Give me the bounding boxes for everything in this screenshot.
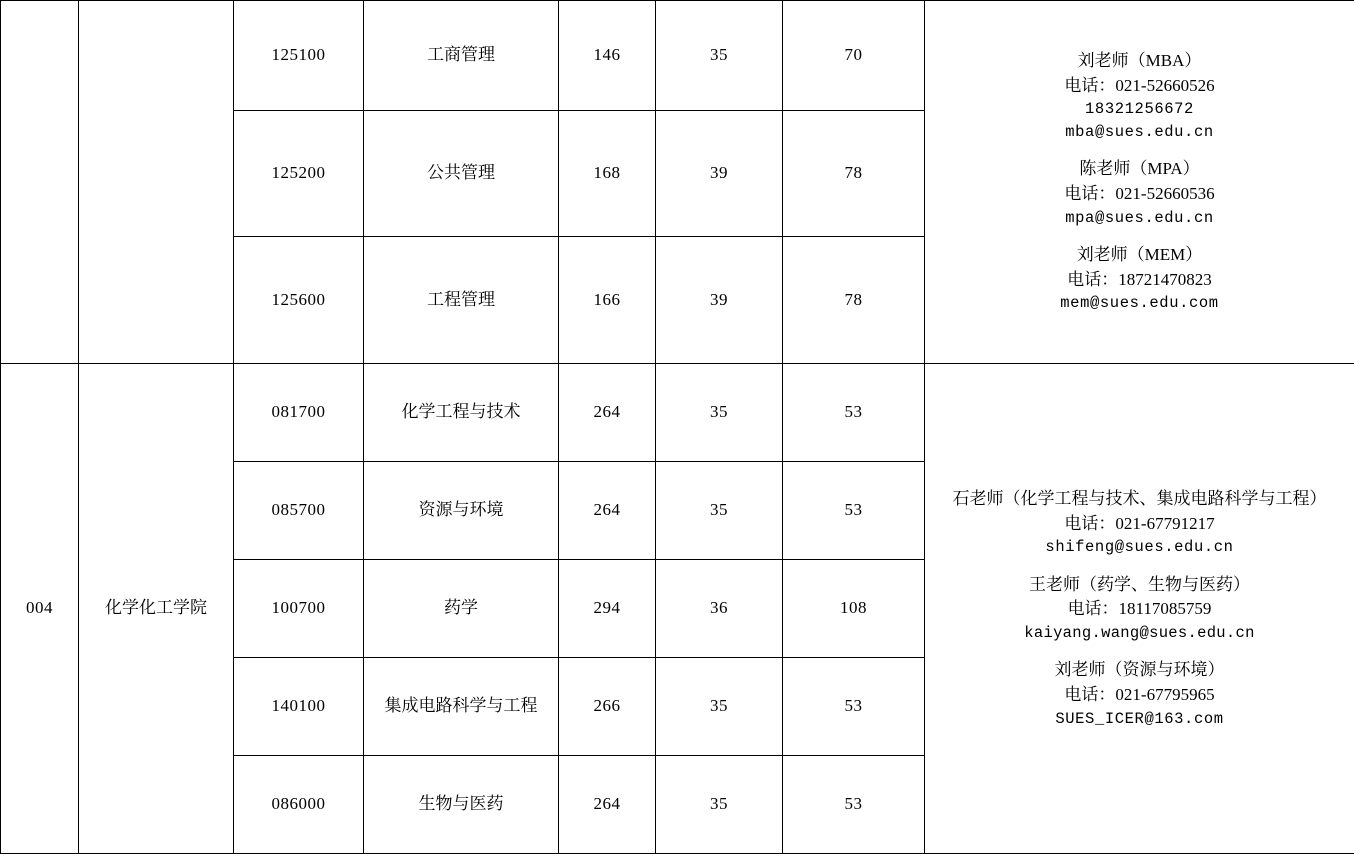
major-code: 081700 [234,364,364,462]
contact-name: 石老师（化学工程与技术、集成电路科学与工程） [929,487,1350,512]
single-score-small: 39 [656,237,783,364]
total-score: 294 [559,560,656,658]
contact-phone: 电话：021-67795965 [929,683,1350,708]
contact-phone: 电话：18117085759 [929,597,1350,622]
total-score: 266 [559,658,656,756]
contact-phone: 电话：021-52660526 [929,74,1350,99]
contact-email: mem@sues.edu.com [929,292,1350,314]
dept-code-chem: 004 [1,364,79,854]
total-score: 264 [559,462,656,560]
dept-name-top [79,1,234,364]
single-score-small: 35 [656,1,783,111]
single-score-small: 35 [656,756,783,854]
contact-name: 刘老师（MEM） [929,243,1350,268]
total-score: 264 [559,364,656,462]
single-score-small: 35 [656,462,783,560]
total-score: 146 [559,1,656,111]
contact-phone: 电话：021-67791217 [929,512,1350,537]
single-score-large: 53 [783,756,925,854]
dept-name-chem: 化学化工学院 [79,364,234,854]
contact-email: shifeng@sues.edu.cn [929,536,1350,558]
major-code: 086000 [234,756,364,854]
major-code: 125100 [234,1,364,111]
major-name: 工商管理 [364,1,559,111]
contact-block [929,573,1350,645]
total-score: 264 [559,756,656,854]
major-code: 100700 [234,560,364,658]
contact-phone-alt: 18321256672 [929,98,1350,120]
contact-block [929,49,1350,143]
contact-block [929,487,1350,559]
contact-email: mpa@sues.edu.cn [929,207,1350,229]
major-name: 化学工程与技术 [364,364,559,462]
dept-code-top [1,1,79,364]
contact-email: kaiyang.wang@sues.edu.cn [929,622,1350,644]
total-score: 166 [559,237,656,364]
contact-cell-chem [925,364,1354,854]
major-code: 125200 [234,111,364,237]
contact-block [929,243,1350,315]
contact-name: 刘老师（MBA） [929,49,1350,74]
contact-block [929,658,1350,730]
single-score-large: 53 [783,658,925,756]
contact-block [929,157,1350,229]
single-score-large: 53 [783,462,925,560]
contact-phone: 电话：18721470823 [929,268,1350,293]
single-score-small: 36 [656,560,783,658]
contact-email: mba@sues.edu.cn [929,121,1350,143]
contact-cell-top [925,1,1354,364]
major-code: 125600 [234,237,364,364]
major-name: 集成电路科学与工程 [364,658,559,756]
table-row [1,1,1354,111]
contact-name: 陈老师（MPA） [929,157,1350,182]
contact-name: 刘老师（资源与环境） [929,658,1350,683]
total-score: 168 [559,111,656,237]
contact-name: 王老师（药学、生物与医药） [929,573,1350,598]
major-code: 085700 [234,462,364,560]
table-row [1,364,1354,462]
major-name: 公共管理 [364,111,559,237]
single-score-large: 78 [783,237,925,364]
major-name: 生物与医药 [364,756,559,854]
major-name: 药学 [364,560,559,658]
contact-phone: 电话：021-52660536 [929,182,1350,207]
single-score-small: 35 [656,364,783,462]
single-score-large: 108 [783,560,925,658]
single-score-large: 78 [783,111,925,237]
single-score-small: 35 [656,658,783,756]
single-score-large: 70 [783,1,925,111]
single-score-small: 39 [656,111,783,237]
major-code: 140100 [234,658,364,756]
contact-email: SUES_ICER@163.com [929,708,1350,730]
single-score-large: 53 [783,364,925,462]
major-name: 工程管理 [364,237,559,364]
major-name: 资源与环境 [364,462,559,560]
